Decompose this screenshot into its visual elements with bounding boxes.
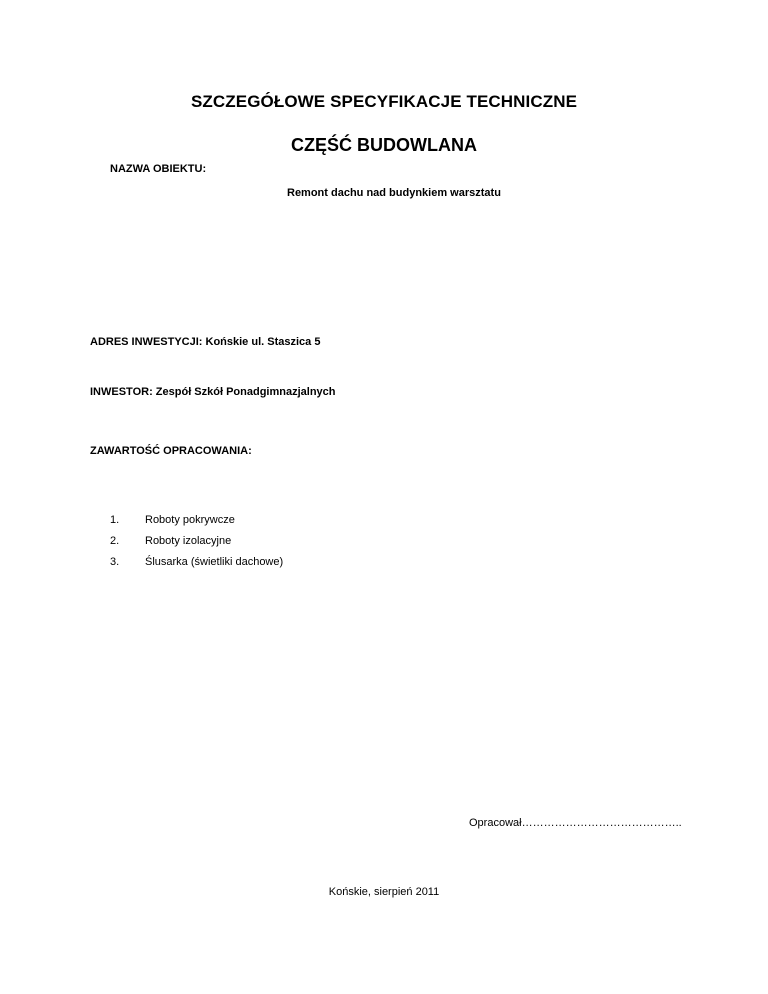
object-name-value: Remont dachu nad budynkiem warsztatu xyxy=(287,187,501,199)
object-name-label: NAZWA OBIEKTU: xyxy=(110,163,207,175)
investment-address: ADRES INWESTYCJI: Końskie ul. Staszica 5 xyxy=(90,336,321,348)
document-subtitle: CZĘŚĆ BUDOWLANA xyxy=(291,135,477,155)
prepared-by-signature-line: Opracował…………………………………….. xyxy=(469,817,682,829)
contents-label: ZAWARTOŚĆ OPRACOWANIA: xyxy=(90,445,252,457)
list-item-text: Roboty pokrywcze xyxy=(145,514,235,526)
list-item-text: Ślusarka (świetliki dachowe) xyxy=(145,556,284,568)
place-and-date: Końskie, sierpień 2011 xyxy=(328,886,440,898)
investor-line: INWESTOR: Zespół Szkół Ponadgimnazjalnych xyxy=(90,386,336,398)
list-item-number: 3. xyxy=(110,556,120,568)
list-item-number: 1. xyxy=(110,514,120,526)
list-item-number: 2. xyxy=(110,535,120,547)
document-title: SZCZEGÓŁOWE SPECYFIKACJE TECHNICZNE xyxy=(190,92,578,111)
list-item-text: Roboty izolacyjne xyxy=(145,535,232,547)
